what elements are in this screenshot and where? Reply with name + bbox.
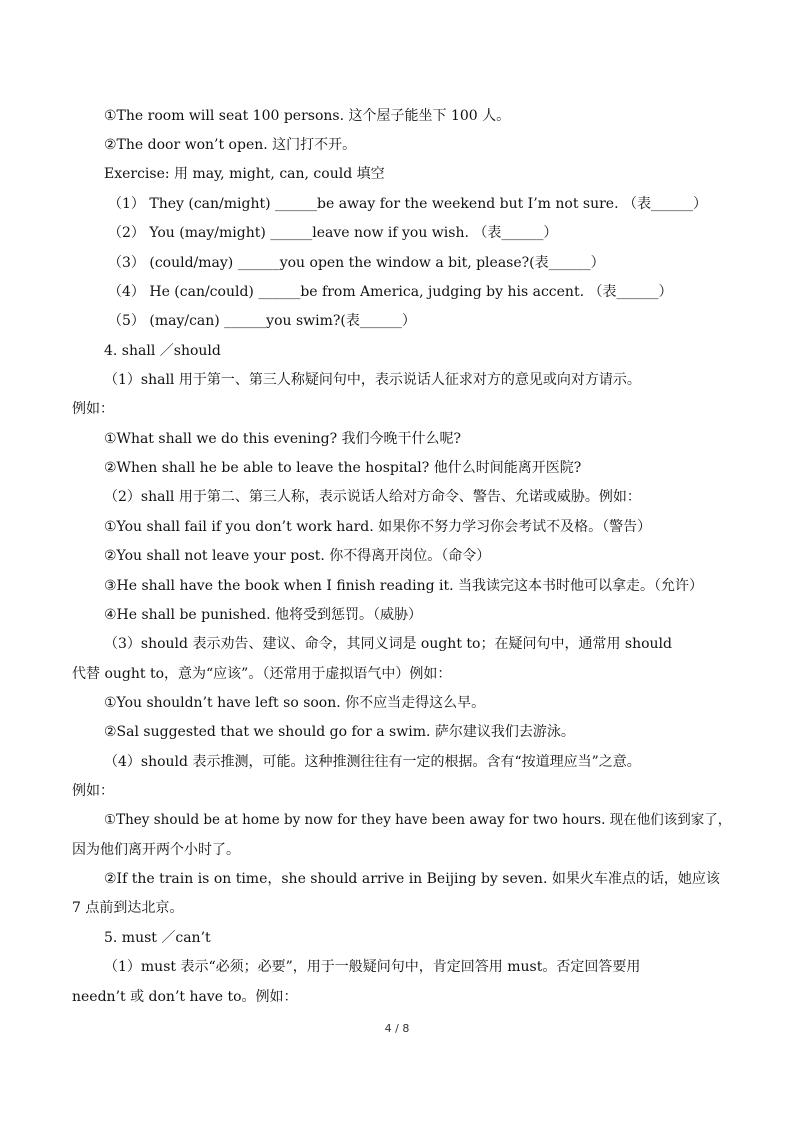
exercise-item-1: （1） They (can/might) ______be away for the weekend but I’m not sure. （表______） <box>108 196 707 212</box>
example-they-should-cont: 因为他们离开两个小时了。 <box>72 842 240 858</box>
example-seat: ①The room will seat 100 persons. 这个屋子能坐下 100 人。 <box>104 108 511 124</box>
paragraph-should-3: （3）should 表示劝告、建议、命令，其同义词是 ought to；在疑问句中，通常用 should <box>104 636 672 652</box>
paragraph-must-1: （1）must 表示“必须；必要”，用于一般疑问句中，肯定回答用 must。否定回答要用 <box>104 959 641 975</box>
page-number: 4 / 8 <box>384 1022 410 1035</box>
paragraph-shall-1-cont: 例如： <box>72 401 114 417</box>
paragraph-should-4-cont: 例如： <box>72 783 114 799</box>
example-they-should: ①They should be at home by now for they have been away for two hours. 现在他们该到家了， <box>104 812 732 828</box>
example-sal-suggested: ②Sal suggested that we should go for a swim. 萨尔建议我们去游泳。 <box>104 724 575 740</box>
example-shall-punished: ④He shall be punished. 他将受到惩罚。（威胁） <box>104 607 422 623</box>
exercise-item-3: （3） (could/may) ______you open the window a bit, please?(表______） <box>108 255 605 271</box>
example-what-shall: ①What shall we do this evening? 我们今晚干什么呢? <box>104 431 462 447</box>
exercise-item-2: （2） You (may/might) ______leave now if you wish. （表______） <box>108 225 558 241</box>
example-when-shall: ②When shall he be able to leave the hospital? 他什么时间能离开医院? <box>104 460 582 476</box>
example-shall-not-leave: ②You shall not leave your post. 你不得离开岗位。（命令） <box>104 548 491 564</box>
paragraph-should-3-cont: 代替 ought to，意为“应该”。（还常用于虚拟语气中）例如： <box>72 666 452 682</box>
exercise-heading: Exercise: 用 may, might, can, could 填空 <box>104 166 385 182</box>
exercise-item-4: （4） He (can/could) ______be from America, judging by his accent. （表______） <box>108 284 673 300</box>
paragraph-should-4: （4）should 表示推测，可能。这种推测往往有一定的根据。含有“按道理应当”之意。 <box>104 754 641 770</box>
section-heading-must-cant: 5. must ／can’t <box>104 930 211 946</box>
example-shall-fail: ①You shall fail if you don’t work hard. 如果你不努力学习你会考试不及格。（警告） <box>104 519 652 535</box>
example-door: ②The door won’t open. 这门打不开。 <box>104 137 357 153</box>
paragraph-shall-1: （1）shall 用于第一、第三人称疑问句中，表示说话人征求对方的意见或向对方请示。 <box>104 372 641 388</box>
example-shall-have-book: ③He shall have the book when I finish reading it. 当我读完这本书时他可以拿走。（允许） <box>104 578 703 594</box>
example-if-train: ②If the train is on time，she should arrive in Beijing by seven. 如果火车准点的话，她应该 <box>104 871 720 887</box>
paragraph-must-1-cont: needn’t 或 don’t have to。例如： <box>72 989 298 1005</box>
example-if-train-cont: 7 点前到达北京。 <box>72 900 184 916</box>
exercise-item-5: （5） (may/can) ______you swim?(表______） <box>108 313 416 329</box>
paragraph-shall-2: （2）shall 用于第二、第三人称，表示说话人给对方命令、警告、允诺或威胁。例如： <box>104 489 641 505</box>
section-heading-shall-should: 4. shall ／should <box>104 343 221 359</box>
example-shouldnt-have-left: ①You shouldn’t have left so soon. 你不应当走得这么早。 <box>104 695 486 711</box>
